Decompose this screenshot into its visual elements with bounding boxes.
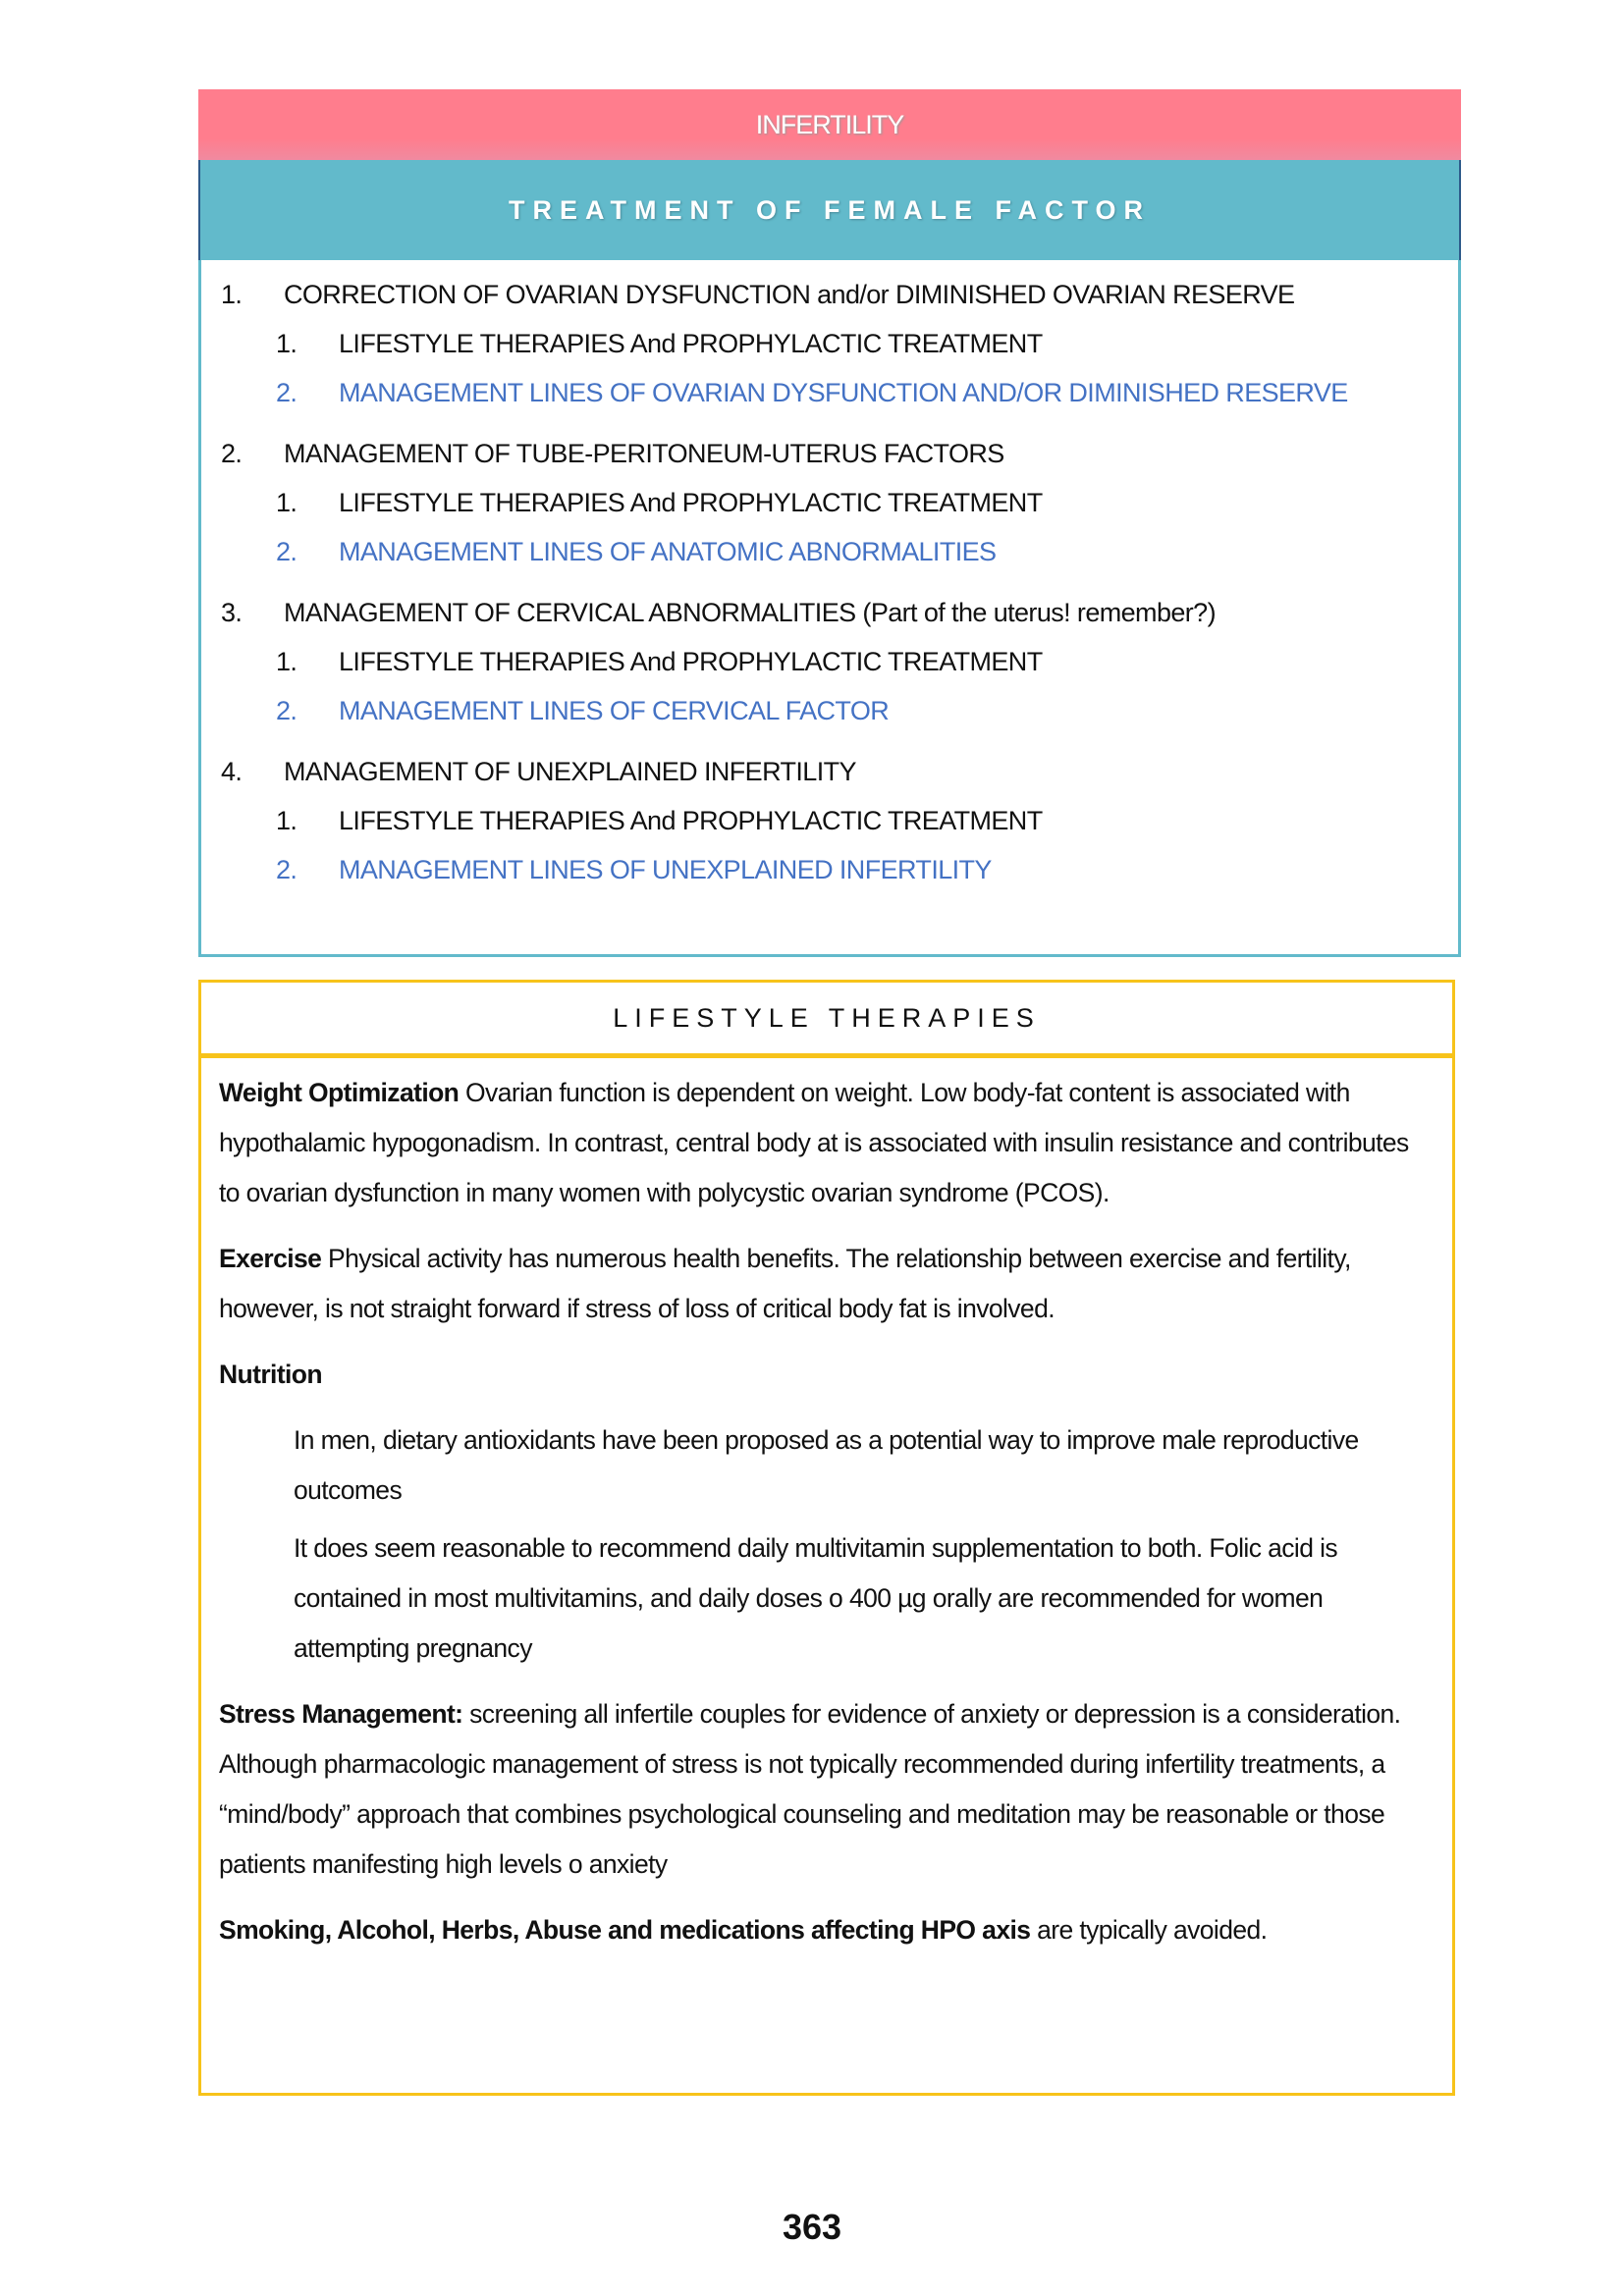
subitem-number: 2. bbox=[276, 695, 298, 725]
weight-paragraph bbox=[219, 1068, 1435, 1218]
smoking-paragraph bbox=[219, 1905, 1435, 1955]
outline-item bbox=[221, 429, 1448, 576]
treatment-outline bbox=[221, 270, 1448, 906]
exercise-term: Exercise bbox=[219, 1244, 322, 1273]
stress-text: screening all infertile couples for evidence of anxiety or depression is a consideration. Although pharmacologic management of stress is not typically recommended during infertility treatments, a “mind/body” approach that combines psychological counseling and meditation may be reasonable or those patients manifesting high levels o anxiety bbox=[219, 1699, 1401, 1879]
chapter-banner bbox=[198, 89, 1461, 160]
subitem-label: MANAGEMENT LINES OF UNEXPLAINED INFERTILITY bbox=[339, 854, 992, 884]
exercise-text: Physical activity has numerous health benefits. The relationship between exercise and fertility, however, is not straight forward if stress of loss of critical body fat is involved. bbox=[219, 1244, 1351, 1323]
treatment-outline-box bbox=[198, 260, 1461, 957]
subitem-number: 1. bbox=[276, 487, 298, 517]
outline-subitem bbox=[221, 796, 1448, 845]
nutrition-term: Nutrition bbox=[219, 1360, 322, 1389]
outline-heading bbox=[221, 429, 1448, 478]
subitem-label: LIFESTYLE THERAPIES And PROPHYLACTIC TREATMENT bbox=[339, 646, 1043, 676]
outline-item bbox=[221, 270, 1448, 417]
chapter-title: INFERTILITY bbox=[755, 109, 904, 139]
subitem-number: 1. bbox=[276, 805, 298, 835]
weight-term: Weight Optimization bbox=[219, 1078, 460, 1107]
outline-number: 4. bbox=[221, 756, 243, 786]
nutrition-point: It does seem reasonable to recommend daily multivitamin supplementation to both. Folic acid is contained in most multivitamins, and daily doses o 400 µg orally are recommended for women attempting pregnancy bbox=[294, 1533, 1338, 1663]
outline-subitem bbox=[221, 478, 1448, 527]
outline-heading bbox=[221, 270, 1448, 319]
outline-subitem bbox=[221, 527, 1448, 576]
smoking-text: are typically avoided. bbox=[1030, 1915, 1268, 1945]
subitem-number: 1. bbox=[276, 646, 298, 676]
outline-subitem bbox=[221, 319, 1448, 368]
outline-item bbox=[221, 588, 1448, 735]
subitem-label: MANAGEMENT LINES OF ANATOMIC ABNORMALITIES bbox=[339, 536, 997, 566]
outline-subitem bbox=[221, 637, 1448, 686]
outline-number: 1. bbox=[221, 279, 243, 309]
stress-paragraph bbox=[219, 1689, 1435, 1890]
section-title: TREATMENT OF FEMALE FACTOR bbox=[509, 194, 1151, 225]
outline-number: 3. bbox=[221, 597, 243, 627]
exercise-paragraph bbox=[219, 1234, 1435, 1334]
outline-label: MANAGEMENT OF UNEXPLAINED INFERTILITY bbox=[284, 756, 856, 786]
stress-term: Stress Management: bbox=[219, 1699, 463, 1729]
subitem-number: 1. bbox=[276, 328, 298, 358]
subitem-label: MANAGEMENT LINES OF OVARIAN DYSFUNCTION AND/OR DIMINISHED RESERVE bbox=[339, 377, 1348, 407]
nutrition-point: In men, dietary antioxidants have been proposed as a potential way to improve male reproductive outcomes bbox=[294, 1425, 1359, 1505]
outline-heading bbox=[221, 747, 1448, 796]
subitem-number: 2. bbox=[276, 854, 298, 884]
outline-heading bbox=[221, 588, 1448, 637]
subitem-label: LIFESTYLE THERAPIES And PROPHYLACTIC TREATMENT bbox=[339, 487, 1043, 517]
subitem-label: LIFESTYLE THERAPIES And PROPHYLACTIC TREATMENT bbox=[339, 328, 1043, 358]
outline-subitem bbox=[221, 845, 1448, 894]
outline-subitem bbox=[221, 686, 1448, 735]
lifestyle-therapies-box bbox=[198, 980, 1455, 2096]
subitem-number: 2. bbox=[276, 377, 298, 407]
outline-number: 2. bbox=[221, 438, 243, 468]
subitem-label: MANAGEMENT LINES OF CERVICAL FACTOR bbox=[339, 695, 890, 725]
smoking-term: Smoking, Alcohol, Herbs, Abuse and medications affecting HPO axis bbox=[219, 1915, 1031, 1945]
outline-label: MANAGEMENT OF TUBE-PERITONEUM-UTERUS FACTORS bbox=[284, 438, 1004, 468]
lifestyle-title: LIFESTYLE THERAPIES bbox=[201, 983, 1452, 1058]
nutrition-heading bbox=[219, 1350, 1435, 1400]
subitem-number: 2. bbox=[276, 536, 298, 566]
outline-item bbox=[221, 747, 1448, 894]
outline-label: CORRECTION OF OVARIAN DYSFUNCTION and/or DIMINISHED OVARIAN RESERVE bbox=[284, 279, 1295, 309]
weight-text: Ovarian function is dependent on weight. Low body-fat content is associated with hypothalamic hypogonadism. In contrast, central body at is associated with insulin resistance and contributes to ovarian dysfunction in many women with polycystic ovarian syndrome (PCOS). bbox=[219, 1078, 1409, 1207]
outline-subitem bbox=[221, 368, 1448, 417]
page-number: 363 bbox=[782, 2207, 842, 2247]
subitem-label: LIFESTYLE THERAPIES And PROPHYLACTIC TREATMENT bbox=[339, 805, 1043, 835]
section-banner bbox=[198, 160, 1461, 260]
outline-label: MANAGEMENT OF CERVICAL ABNORMALITIES (Part of the uterus! remember?) bbox=[284, 597, 1216, 627]
